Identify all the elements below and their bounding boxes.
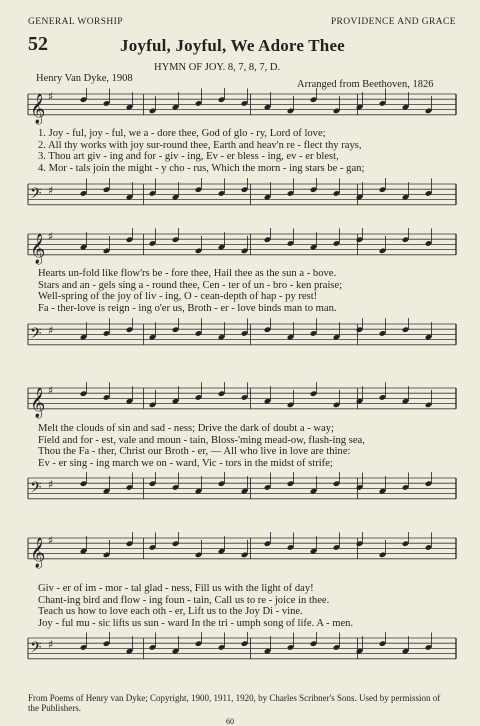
lyrics-block-4 [38, 583, 458, 629]
hymn-number: 52 [28, 33, 48, 55]
lyric-line: Fa - ther-love is reign - ing o'er us, Broth - er - love binds man to man. [38, 302, 337, 314]
sharp-icon: ♯ [48, 638, 54, 651]
lyric-line: Hearts un-fold like flow'rs be - fore thee, Hail thee as the sun a - bove. [38, 268, 337, 279]
lyric-line: Ev - er sing - ing march we on - ward, Vic - tors in the midst of strife; [38, 457, 333, 469]
treble-clef-icon: 𝄞 [30, 93, 46, 124]
lyric-line: Thou the Fa - ther, Christ our Broth - er, — All who live in love are thine: [38, 446, 351, 458]
lyric-line: 2. All thy works with joy sur-round thee, Earth and heav'n re - flect thy rays, [38, 139, 362, 151]
lyrics-block-2 [38, 268, 458, 314]
hymn-title: Joyful, Joyful, We Adore Thee [120, 36, 345, 55]
page-number: 60 [226, 717, 234, 726]
running-header-left: GENERAL WORSHIP [28, 17, 123, 27]
treble-clef-icon: 𝄞 [30, 233, 46, 264]
lyric-line: 1. Joy - ful, joy - ful, we a - dore thee, God of glo - ry, Lord of love; [38, 128, 326, 139]
lyric-line: Joy - ful mu - sic lifts us sun - ward In the tri - umph song of life. A - men. [38, 617, 354, 629]
treble-staff-3 [0, 382, 480, 427]
running-header-right: PROVIDENCE AND GRACE [330, 17, 456, 27]
treble-clef-icon: 𝄞 [30, 387, 46, 418]
bass-clef-icon: 𝄢 [30, 638, 42, 660]
treble-staff-4 [0, 532, 480, 577]
arranger-credit: Arranged from Beethoven, 1826 [297, 79, 434, 90]
lyric-line: Giv - er of im - mor - tal glad - ness, Fill us with the light of day! [38, 583, 314, 594]
bass-clef-icon: 𝄢 [30, 478, 42, 500]
lyric-line: Melt the clouds of sin and sad - ness; Drive the dark of doubt a - way; [38, 423, 334, 434]
lyrics-block-3 [38, 423, 458, 469]
sharp-icon: ♯ [48, 534, 54, 547]
bass-staff-3 [0, 472, 480, 512]
lyric-line: Teach us how to love each oth - er, Lift us to the Joy Di - vine. [38, 606, 303, 618]
lyrics-block-1 [38, 128, 458, 174]
sharp-icon: ♯ [48, 478, 54, 491]
sharp-icon: ♯ [48, 324, 54, 337]
treble-clef-icon: 𝄞 [30, 537, 46, 568]
tune-name: HYMN OF JOY. 8, 7, 8, 7, D. [154, 62, 281, 73]
bass-clef-icon: 𝄢 [30, 324, 42, 346]
treble-staff-2 [0, 228, 480, 273]
author-credit: Henry Van Dyke, 1908 [36, 73, 133, 84]
lyric-line: Field and for - est, vale and moun - tain, Bloss-'ming mead-ow, flash-ing sea, [38, 434, 365, 446]
sharp-icon: ♯ [48, 90, 54, 103]
lyric-line: Stars and an - gels sing a - round thee, Cen - ter of un - bro - ken praise; [38, 279, 343, 291]
bass-staff-1 [0, 178, 480, 218]
lyric-line: Chant-ing bird and flow - ing foun - tain, Call us to re - joice in thee. [38, 594, 330, 606]
lyric-line: 4. Mor - tals join the might - y cho - rus, Which the morn - ing stars be - gan; [38, 162, 365, 174]
treble-staff-1 [0, 88, 480, 133]
sharp-icon: ♯ [48, 230, 54, 243]
lyric-line: 3. Thou art giv - ing and for - giv - ing, Ev - er bless - ing, ev - er blest, [38, 151, 339, 163]
bass-clef-icon: 𝄢 [30, 184, 42, 206]
lyric-line: Well-spring of the joy of liv - ing, O - cean-depth of hap - py rest! [38, 291, 318, 303]
copyright-notice: From Poems of Henry van Dyke; Copyright, 1900, 1911, 1920, by Charles Scribner's Sons. Used by permission of the Publishers. [28, 693, 441, 713]
bass-staff-2 [0, 318, 480, 358]
sharp-icon: ♯ [48, 184, 54, 197]
bass-staff-4 [0, 632, 480, 672]
sharp-icon: ♯ [48, 384, 54, 397]
